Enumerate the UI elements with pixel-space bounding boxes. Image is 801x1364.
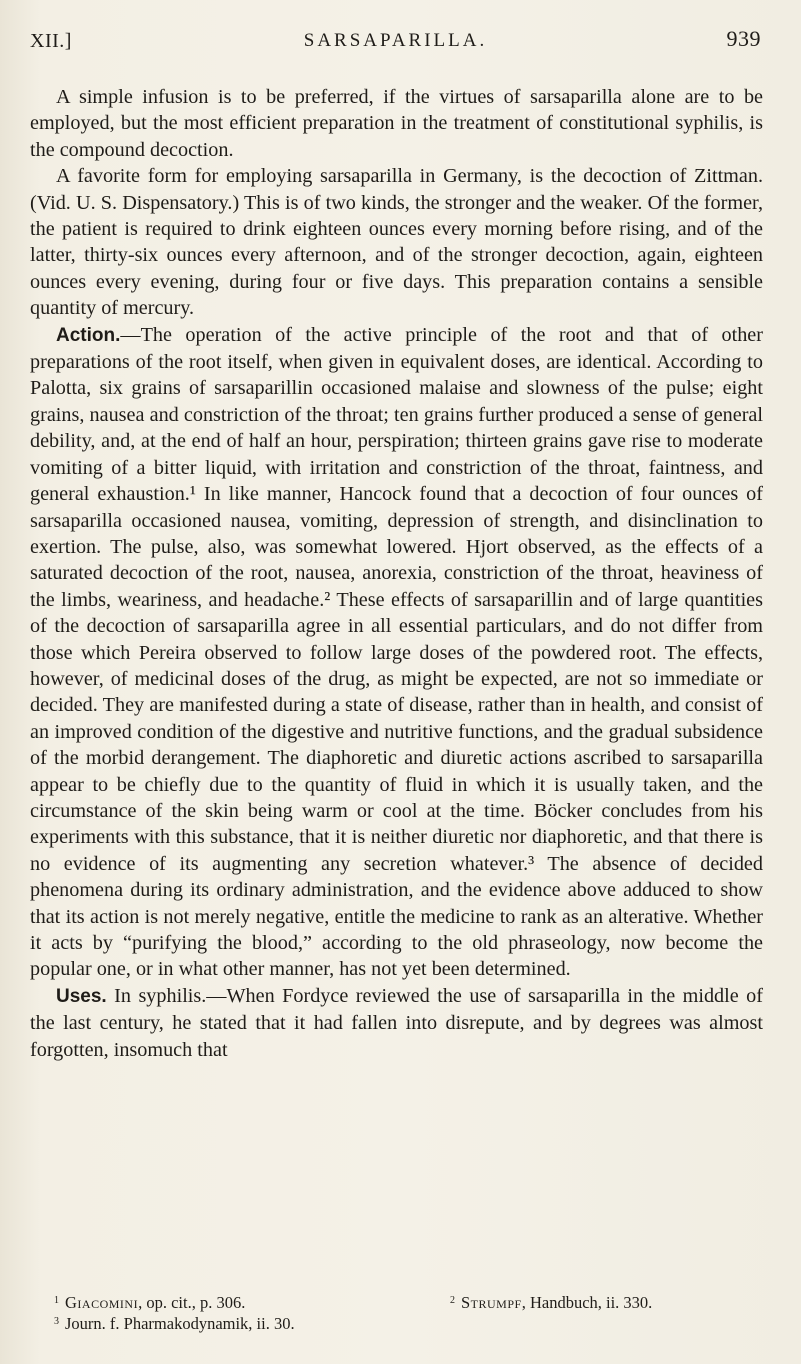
paragraph-text: —The operation of the active principle of the root and that of other preparations of the root itself, when given in equivalent doses, are identical. According to Palotta, six grains of sarsaparillin occasioned malaise and slowness of the pulse; eight grains, nausea and constriction of the throat; ten grains further produced a sense of general debility, and, at the end of half an hour, perspiration; thirteen grains gave rise to moderate vomiting of a bitter liquid, with irritation and constriction of the throat, faintness, and general exhaustion.¹ In like manner, Hancock found that a decoction of four ounces of sarsaparilla occasioned nausea, vomiting, depression of strength, and disinclination to exertion. The pulse, also, was somewhat lowered. Hjort observed, as the effects of a saturated decoction of the root, nausea, anorexia, constriction of the throat, heaviness of the limbs, weariness, and headache.² These effects of sarsaparillin and of large quantities of the decoction of sarsaparilla agree in all essential particulars, and do not differ from those which Pereira observed to follow large doses of the powdered root. The effects, however, of medicinal doses of the drug, as might be expected, are not so immediate or decided. They are manifested during a state of disease, rather than in health, and consist of an improved condition of the digestive and nutritive functions, and the gradual subsidence of the morbid derangement. The diaphoretic and diuretic actions ascribed to sarsaparilla appear to be chiefly due to the quantity of fluid in which it is usually taken, and the circumstance of the skin being warm or cool at the time. Böcker concludes from his experiments with this substance, that it is neither diuretic nor diaphoretic, and that there is no evidence of its augmenting any secretion whatever.³ The absence of decided phenomena during its ordinary administration, and the evidence above adduced to show that its action is not merely negative, entitle the medicine to rank as an alterative. Whether it acts by “purifying the blood,” according to the old phraseology, now become the popular one, or in what other manner, has not yet been determined. [30, 323, 763, 981]
paragraph-uses [30, 983, 763, 1063]
footnote-2 [450, 1290, 652, 1313]
footnote-1 [54, 1290, 245, 1313]
paragraph-infusion [30, 84, 763, 163]
footnote-mark: 1 [54, 1295, 59, 1306]
footnote-mark: 2 [450, 1295, 455, 1306]
section-heading-uses: Uses. [56, 985, 107, 1007]
footnote-text: Journ. f. Pharmakodynamik, ii. 30. [65, 1314, 295, 1333]
paragraph-text: A simple infusion is to be preferred, if the virtues of sarsaparilla alone are to be employed, but the most efficient preparation in the treatment of constitutional syphilis, is the compound decoction. [30, 86, 763, 161]
body-text [30, 84, 763, 1063]
footnote-row [30, 1290, 763, 1311]
footnote-mark: 3 [54, 1316, 59, 1327]
running-header [30, 22, 761, 52]
footnote-text: , Handbuch, ii. 330. [521, 1293, 653, 1312]
footnote-text: , op. cit., p. 306. [138, 1293, 246, 1312]
paragraph-text: A favorite form for employing sarsaparilla in Germany, is the decoction of Zittman. (Vid. U. S. Dispensatory.) This is of two kinds, the stronger and the weaker. Of the former, the patient is required to drink eighteen ounces every morning before rising, and of the latter, thirty-six ounces every afternoon, and of the stronger decoction, again, eighteen ounces every evening, during four or five days. This preparation contains a sensible quantity of mercury. [30, 165, 763, 320]
section-heading-action: Action. [56, 324, 121, 346]
footnote-row [30, 1311, 763, 1332]
chapter-number: XII.] [30, 30, 72, 52]
page-number: 939 [726, 26, 761, 51]
paragraph-action [30, 322, 763, 983]
footnote-3 [54, 1311, 295, 1334]
footnote-author: Strumpf [461, 1293, 522, 1312]
footnotes [30, 1290, 763, 1332]
paragraph-text: In syphilis.—When Fordyce reviewed the use of sarsaparilla in the middle of the last century, he stated that it had fallen into disrepute, and by degrees was almost forgotten, insomuch that [30, 984, 763, 1061]
footnote-author: Giacomini [65, 1293, 139, 1312]
running-title: SARSAPARILLA. [303, 30, 488, 51]
paragraph-zittman [30, 163, 763, 321]
